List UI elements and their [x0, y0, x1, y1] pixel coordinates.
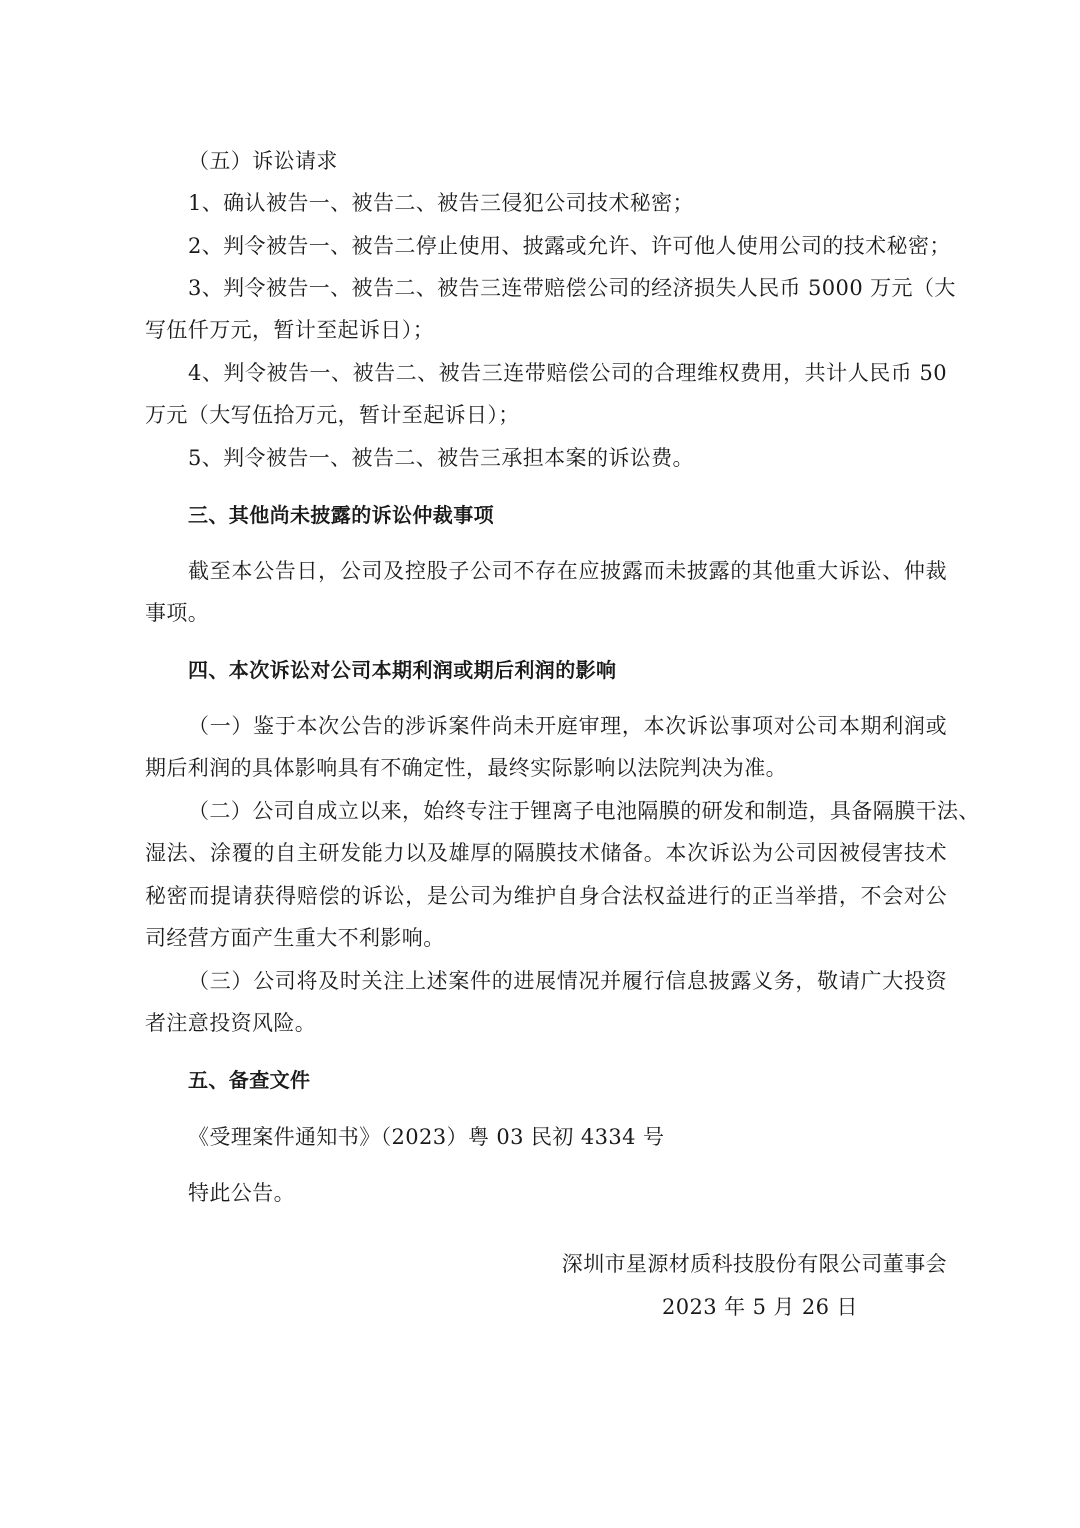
section-4-p1-line-2: 期后利润的具体影响具有不确定性，最终实际影响以法院判决为准。 — [145, 756, 787, 780]
claim-item-2: 2、判令被告一、被告二停止使用、披露或允许、许可他人使用公司的技术秘密； — [188, 234, 951, 258]
section-3-paragraph-line-1: 截至本公告日，公司及控股子公司不存在应披露而未披露的其他重大诉讼、仲裁 — [188, 559, 947, 583]
claims-title: （五）诉讼请求 — [188, 149, 338, 173]
section-3-paragraph-line-2: 事项。 — [145, 601, 210, 625]
section-5-heading: 五、备查文件 — [188, 1068, 311, 1092]
signature-company: 深圳市星源材质科技股份有限公司董事会 — [561, 1252, 947, 1276]
claim-item-1: 1、确认被告一、被告二、被告三侵犯公司技术秘密； — [188, 191, 694, 215]
signature-date: 2023 年 5 月 26 日 — [662, 1295, 858, 1319]
section-4-p1-line-1: （一）鉴于本次公告的涉诉案件尚未开庭审理，本次诉讼事项对公司本期利润或 — [188, 714, 947, 738]
section-4-p2-line-3: 秘密而提请获得赔偿的诉讼，是公司为维护自身合法权益进行的正当举措，不会对公 — [145, 884, 947, 908]
section-4-p2-line-4: 司经营方面产生重大不利影响。 — [145, 926, 445, 950]
closing-statement: 特此公告。 — [188, 1181, 295, 1205]
section-4-p2-line-2: 湿法、涂覆的自主研发能力以及雄厚的隔膜技术储备。本次诉讼为公司因被侵害技术 — [145, 841, 947, 865]
section-4-p2-line-1: （二）公司自成立以来，始终专注于锂离子电池隔膜的研发和制造，具备隔膜干法、 — [188, 799, 980, 823]
claim-item-3-line-2: 写伍仟万元，暂计至起诉日）； — [145, 318, 435, 342]
claim-item-4-line-1: 4、判令被告一、被告二、被告三连带赔偿公司的合理维权费用，共计人民币 50 — [188, 361, 947, 385]
claim-item-4-line-2: 万元（大写伍拾万元，暂计至起诉日）； — [145, 403, 520, 427]
claim-item-5: 5、判令被告一、被告二、被告三承担本案的诉讼费。 — [188, 446, 694, 470]
section-4-heading: 四、本次诉讼对公司本期利润或期后利润的影响 — [188, 658, 617, 682]
claim-item-3-line-1: 3、判令被告一、被告二、被告三连带赔偿公司的经济损失人民币 5000 万元（大 — [188, 276, 956, 300]
section-4-p3-line-2: 者注意投资风险。 — [145, 1011, 317, 1035]
section-4-p3-line-1: （三）公司将及时关注上述案件的进展情况并履行信息披露义务，敬请广大投资 — [188, 969, 947, 993]
section-3-heading: 三、其他尚未披露的诉讼仲裁事项 — [188, 503, 494, 527]
reference-document: 《受理案件通知书》（2023）粤 03 民初 4334 号 — [188, 1125, 665, 1149]
